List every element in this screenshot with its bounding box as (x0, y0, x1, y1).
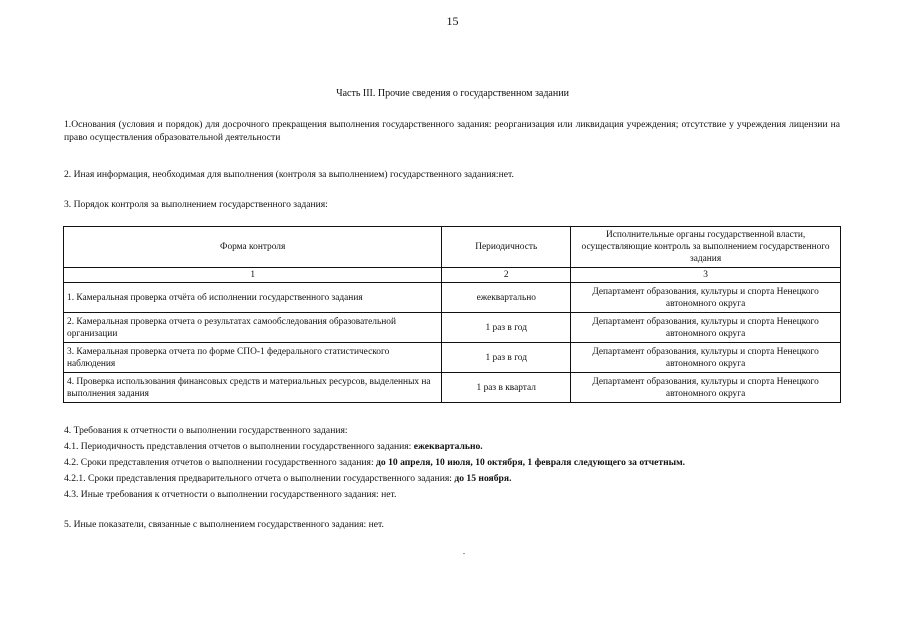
org-cell: Департамент образования, культуры и спорта Ненецкого автономного округа (571, 373, 841, 403)
column-number: 3 (571, 268, 841, 283)
column-number: 2 (442, 268, 571, 283)
period-cell: 1 раз в год (442, 313, 571, 343)
table-row (64, 283, 841, 313)
other-reporting-requirements-line: 4.3. Иные требования к отчетности о выполнении государственного задания: нет. (64, 489, 397, 500)
preliminary-report-line (64, 472, 864, 485)
preliminary-report-text: 4.2.1. Сроки представления предварительного отчета о выполнении государственного задания: (64, 473, 455, 484)
reporting-requirements-heading: 4. Требования к отчетности о выполнении государственного задания: (64, 425, 348, 436)
other-info-paragraph: 2. Иная информация, необходимая для выполнения (контроля за выполнением) государственного задания:нет. (64, 169, 514, 180)
report-frequency-line (64, 440, 864, 453)
report-deadlines-line (64, 456, 864, 469)
report-frequency-text: 4.1. Периодичность представления отчетов о выполнении государственного задания: (64, 441, 414, 452)
control-table (63, 226, 841, 403)
org-cell: Департамент образования, культуры и спорта Ненецкого автономного округа (571, 343, 841, 373)
form-cell: 2. Камеральная проверка отчета о результатах самообследования образовательной организации (64, 313, 442, 343)
report-deadlines-text: 4.2. Сроки представления отчетов о выполнении государственного задания: (64, 457, 377, 468)
period-cell: ежеквартально (442, 283, 571, 313)
org-cell: Департамент образования, культуры и спорта Ненецкого автономного округа (571, 313, 841, 343)
table-row (64, 343, 841, 373)
report-frequency-value: ежеквартально. (413, 441, 483, 452)
table-row (64, 313, 841, 343)
column-number: 1 (64, 268, 442, 283)
form-cell: 3. Камеральная проверка отчета по форме СПО-1 федерального статистического наблюдения (64, 343, 442, 373)
page-number: 15 (446, 14, 459, 28)
column-number-row (64, 268, 841, 283)
header-form: Форма контроля (64, 227, 442, 268)
preliminary-report-value: до 15 ноября. (454, 473, 512, 484)
header-period: Периодичность (442, 227, 571, 268)
org-cell: Департамент образования, культуры и спорта Ненецкого автономного округа (571, 283, 841, 313)
period-cell: 1 раз в год (442, 343, 571, 373)
form-cell: 1. Камеральная проверка отчёта об исполнении государственного задания (64, 283, 442, 313)
header-org: Исполнительные органы государственной власти, осуществляющие контроль за выполнением государственного задания (571, 227, 841, 268)
other-indicators-paragraph: 5. Иные показатели, связанные с выполнением государственного задания: нет. (64, 519, 384, 530)
table-header-row (64, 227, 841, 268)
scan-speck (463, 553, 465, 554)
section-title: Часть III. Прочие сведения о государственном задании (336, 88, 569, 99)
report-deadlines-value: до 10 апреля, 10 июля, 10 октября, 1 февраля следующего за отчетным. (376, 457, 686, 468)
table-row (64, 373, 841, 403)
control-procedure-heading: 3. Порядок контроля за выполнением государственного задания: (64, 199, 328, 210)
period-cell: 1 раз в квартал (442, 373, 571, 403)
form-cell: 4. Проверка использования финансовых средств и материальных ресурсов, выделенных на выполнения задания (64, 373, 442, 403)
termination-grounds-paragraph: 1.Основания (условия и порядок) для досрочного прекращения выполнения государственного задания: реорганизация или ликвидация учреждения; отсутствие у учреждения лицензии на право осуществления образовательной деятельности (64, 119, 840, 143)
